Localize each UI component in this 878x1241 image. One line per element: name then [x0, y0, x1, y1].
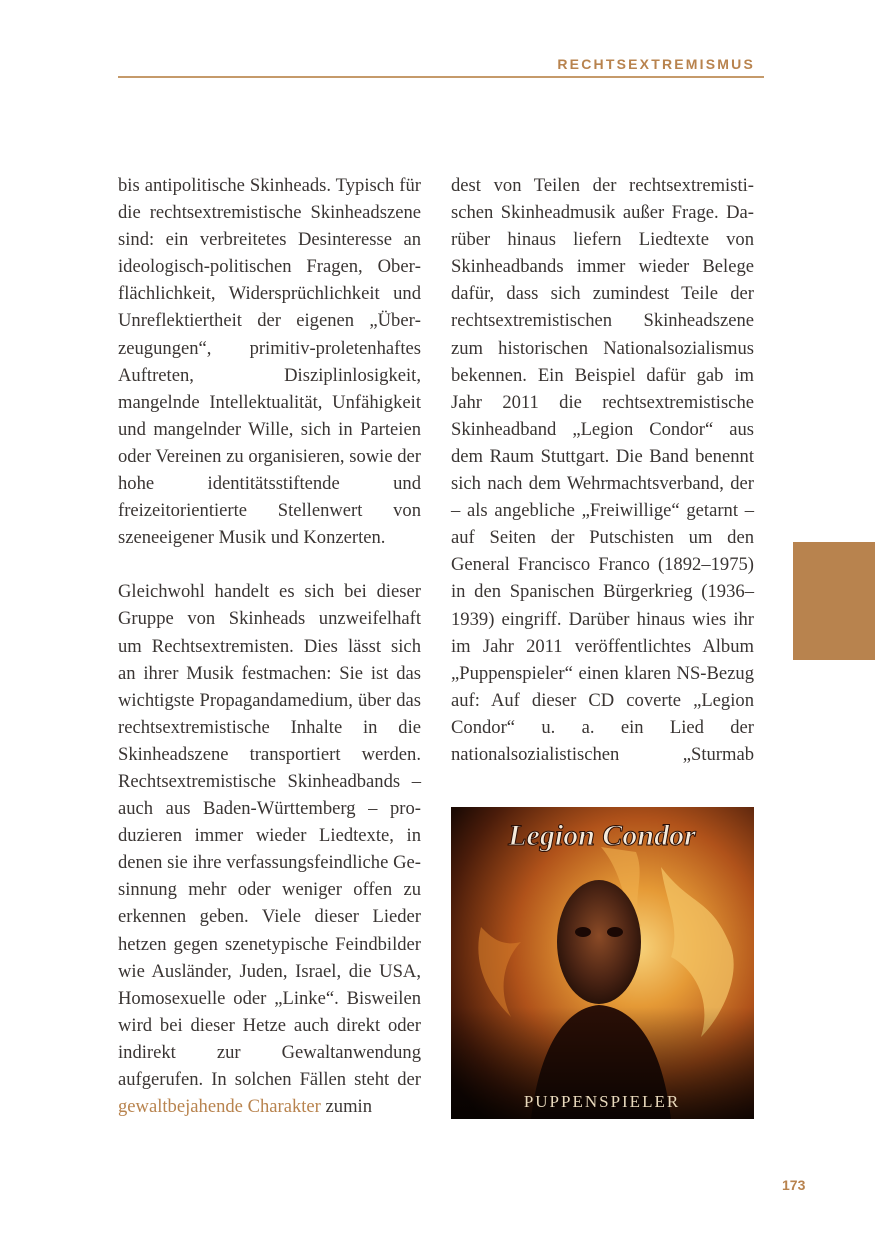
page-number: 173	[782, 1177, 806, 1193]
right-paragraph-1: dest von Teilen der rechtsextremistischen Skinheadmusik außer Frage. Darüber hinaus liefern Liedtexte von Skinheadbands immer wieder Belege dafür, dass sich zumindest Teile der rechtsextremistischen Skinheadszene zum historischen Nationalsozialismus bekennen. Ein Beispiel dafür gab im Jahr 2011 die rechtsextremistische Skinheadband „Legion Condor“ aus dem Raum Stuttgart. Die Band benennt sich nach dem Wehrmachtsverband, der – als angebliche „Freiwillige“ getarnt – auf Seiten der Putschisten um den General Francisco Franco (1892–1975) in den Spanischen Bürgerkrieg (1936–1939) eingriff. Darüber hinaus wies ihr im Jahr 2011 veröffentlichtes Album „Puppenspieler“ einen klaren NS-Bezug auf: Auf dieser CD coverte „Legion Condor“ u. a. ein Lied der nationalsozialistischen „Sturmab	[451, 175, 754, 765]
left-paragraph-1: bis antipolitische Skinheads. Typisch für die rechtsextremistische Skinheadszene sind: ein verbreitetes Desinteresse an ideologisch-politischen Fragen, Oberflächlichkeit, Widersprüchlichkeit und Unreflektiertheit der eigenen „Überzeugungen“, primitiv-proletenhaftes Auftreten, Disziplinlosigkeit, mangelnde Intellektualität, Unfähigkeit und mangelnder Wille, sich in Parteien oder Vereinen zu organisieren, sowie der hohe identitätsstiftende und freizeitorientierte Stellenwert von szeneeigener Musik und Konzerten.	[118, 175, 421, 549]
left-paragraph-2-tail: zumin	[325, 1096, 373, 1118]
right-column	[451, 172, 754, 768]
cover-album-title: PUPPENSPIELER	[523, 1092, 681, 1111]
running-header: RECHTSEXTREMISMUS	[557, 56, 755, 72]
album-cover-image	[451, 807, 754, 1119]
left-column	[118, 172, 421, 1120]
header-rule	[118, 76, 764, 78]
left-paragraph-2-text: Gleichwohl handelt es sich bei dieser Gruppe von Skinheads unzweifelhaft um Rechtsextremisten. Dies lässt sich an ihrer Musik festmachen: Sie ist das wichtigste Propagandamedium, über das rechtsextremistische Inhalte in die Skinheadszene transportiert werden. Rechtsextremistische Skinheadbands – auch aus Baden-Württemberg – produzieren immer wieder Liedtexte, in denen sie ihre verfassungsfeindliche Gesinnung mehr oder weniger offen zu erkennen geben. Viele dieser Lieder hetzen gegen szenetypische Feindbilder wie Ausländer, Juden, Israel, die USA, Homosexuelle oder „Linke“. Bisweilen wird bei dieser Hetze auch direkt oder indirekt zur Gewaltanwendung aufgerufen. In solchen Fällen steht der	[118, 581, 421, 1090]
highlighted-term: gewaltbejahende Charakter	[118, 1096, 321, 1118]
chapter-tab	[793, 542, 875, 660]
cover-band-name: Legion Condor	[508, 819, 696, 852]
left-paragraph-2	[118, 578, 421, 1120]
